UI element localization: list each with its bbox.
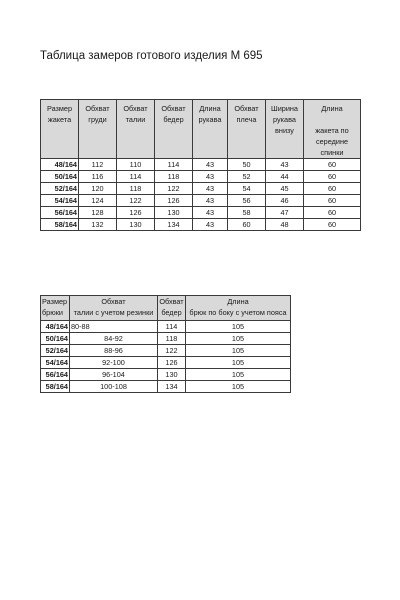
size-cell: 50/164 — [41, 333, 70, 345]
measurement-cell: 110 — [117, 159, 155, 171]
measurement-cell: 105 — [186, 333, 291, 345]
measurement-cell: 105 — [186, 369, 291, 381]
measurement-cell: 60 — [304, 159, 361, 171]
measurement-cell: 114 — [158, 321, 186, 333]
measurement-cell: 60 — [228, 219, 266, 231]
measurement-cell: 128 — [79, 207, 117, 219]
measurement-cell: 60 — [304, 207, 361, 219]
measurement-cell: 132 — [79, 219, 117, 231]
header-jacket-length: Длина жакета по середине спинки — [304, 100, 361, 159]
table-row — [41, 207, 361, 219]
measurement-cell: 60 — [304, 183, 361, 195]
size-cell: 54/164 — [41, 195, 79, 207]
measurement-cell: 124 — [79, 195, 117, 207]
measurement-cell: 120 — [79, 183, 117, 195]
measurement-cell: 134 — [155, 219, 193, 231]
measurement-cell: 134 — [158, 381, 186, 393]
measurement-cell: 43 — [193, 219, 228, 231]
measurement-cell: 60 — [304, 219, 361, 231]
measurement-cell: 60 — [304, 195, 361, 207]
table-header-row — [41, 100, 361, 159]
measurement-cell: 43 — [193, 207, 228, 219]
size-cell: 58/164 — [41, 219, 79, 231]
measurement-cell: 58 — [228, 207, 266, 219]
size-cell: 54/164 — [41, 357, 70, 369]
measurement-cell: 105 — [186, 345, 291, 357]
header-hips: Обхват бедер — [155, 100, 193, 159]
header-sleeve-length: Длина рукава — [193, 100, 228, 159]
measurement-cell: 116 — [79, 171, 117, 183]
measurement-cell: 105 — [186, 357, 291, 369]
measurement-cell: 122 — [117, 195, 155, 207]
measurement-cell: 45 — [266, 183, 304, 195]
measurement-cell: 100-108 — [70, 381, 158, 393]
measurement-cell: 130 — [155, 207, 193, 219]
measurement-cell: 92-100 — [70, 357, 158, 369]
size-cell: 52/164 — [41, 183, 79, 195]
measurement-cell: 46 — [266, 195, 304, 207]
measurement-cell: 47 — [266, 207, 304, 219]
measurement-cell: 118 — [155, 171, 193, 183]
trousers-measurements-table — [40, 295, 291, 393]
header-trousers-length: Длина брюк по боку с учетом пояса — [186, 296, 291, 321]
measurement-cell: 60 — [304, 171, 361, 183]
table-row — [41, 195, 361, 207]
measurement-cell: 130 — [117, 219, 155, 231]
measurement-cell: 43 — [193, 159, 228, 171]
measurement-cell: 126 — [155, 195, 193, 207]
measurement-cell: 48 — [266, 219, 304, 231]
header-trousers-size: Размер брюки — [41, 296, 70, 321]
measurement-cell: 52 — [228, 171, 266, 183]
table-row — [41, 159, 361, 171]
table-row — [41, 321, 291, 333]
measurement-cell: 44 — [266, 171, 304, 183]
measurement-cell: 80-88 — [70, 321, 158, 333]
header-waist: Обхват талии — [117, 100, 155, 159]
measurement-cell: 56 — [228, 195, 266, 207]
page-title: Таблица замеров готового изделия М 695 — [40, 50, 263, 62]
table-row — [41, 381, 291, 393]
table-row — [41, 345, 291, 357]
size-cell: 56/164 — [41, 207, 79, 219]
measurement-cell: 126 — [158, 357, 186, 369]
measurement-cell: 122 — [155, 183, 193, 195]
measurement-cell: 126 — [117, 207, 155, 219]
header-sleeve-width: Ширина рукава внизу — [266, 100, 304, 159]
measurement-cell: 118 — [117, 183, 155, 195]
measurement-cell: 105 — [186, 321, 291, 333]
size-cell: 48/164 — [41, 159, 79, 171]
table-row — [41, 357, 291, 369]
header-waist-elastic: Обхват талии с учетом резинки — [70, 296, 158, 321]
size-cell: 52/164 — [41, 345, 70, 357]
measurement-cell: 122 — [158, 345, 186, 357]
measurement-cell: 54 — [228, 183, 266, 195]
measurement-cell: 84-92 — [70, 333, 158, 345]
table-row — [41, 333, 291, 345]
measurement-cell: 43 — [266, 159, 304, 171]
measurement-cell: 43 — [193, 171, 228, 183]
measurement-cell: 112 — [79, 159, 117, 171]
table-row — [41, 171, 361, 183]
measurement-cell: 114 — [117, 171, 155, 183]
table-header-row — [41, 296, 291, 321]
measurement-cell: 43 — [193, 195, 228, 207]
measurement-cell: 114 — [155, 159, 193, 171]
measurement-cell: 105 — [186, 381, 291, 393]
header-shoulder: Обхват плеча — [228, 100, 266, 159]
jacket-measurements-table — [40, 99, 361, 231]
measurement-cell: 118 — [158, 333, 186, 345]
table-row — [41, 369, 291, 381]
header-jacket-size: Размер жакета — [41, 100, 79, 159]
size-cell: 50/164 — [41, 171, 79, 183]
measurement-cell: 88-96 — [70, 345, 158, 357]
size-cell: 56/164 — [41, 369, 70, 381]
measurement-cell: 43 — [193, 183, 228, 195]
measurement-cell: 130 — [158, 369, 186, 381]
measurement-cell: 96-104 — [70, 369, 158, 381]
table-row — [41, 219, 361, 231]
header-chest: Обхват груди — [79, 100, 117, 159]
size-cell: 58/164 — [41, 381, 70, 393]
table-row — [41, 183, 361, 195]
measurement-cell: 50 — [228, 159, 266, 171]
header-hips: Обхват бедер — [158, 296, 186, 321]
size-cell: 48/164 — [41, 321, 70, 333]
